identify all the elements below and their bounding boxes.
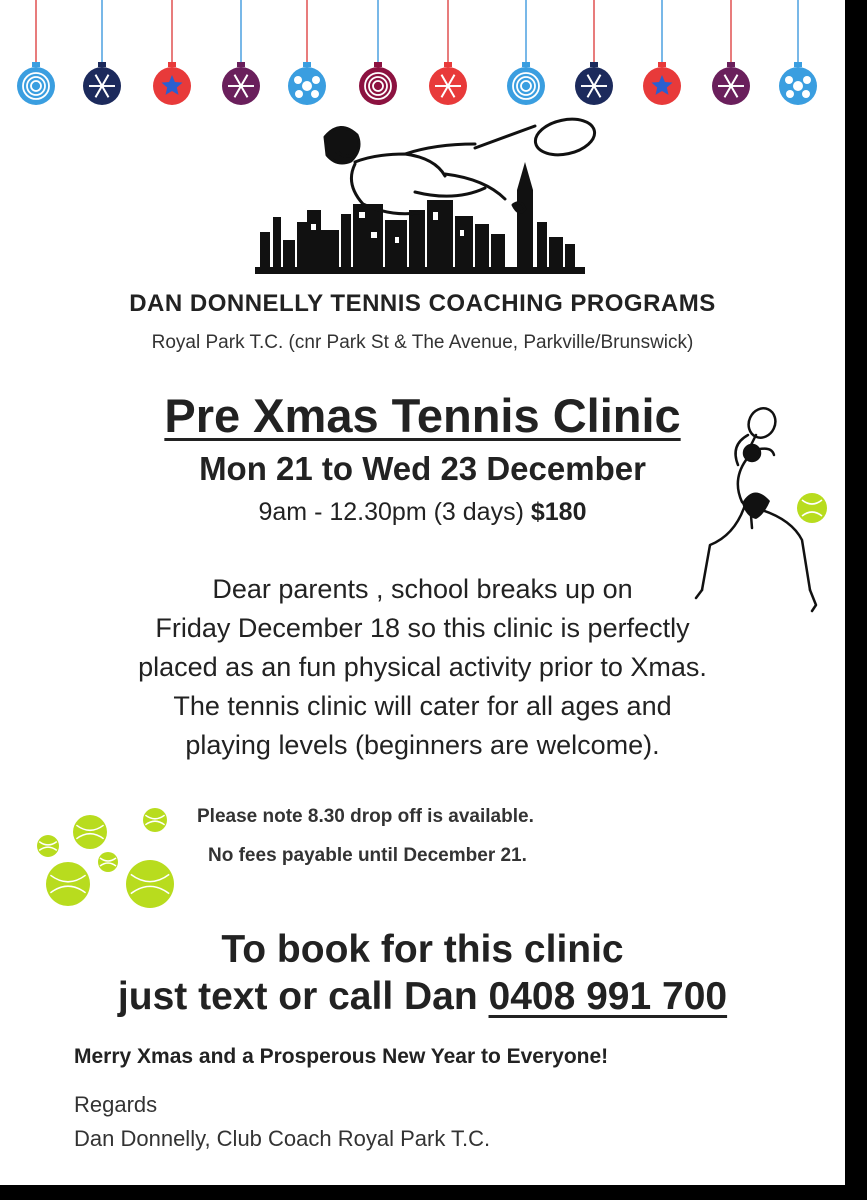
season-greeting: Merry Xmas and a Prosperous New Year to Everyone! [74, 1045, 609, 1068]
booking-line-2 [0, 975, 845, 1019]
snowflake-ornament-icon [83, 0, 121, 105]
tennis-ball-icon [46, 862, 90, 906]
regards-text: Regards [74, 1092, 158, 1117]
swirl-ornament-icon [507, 0, 545, 105]
tennis-ball-icon [126, 860, 174, 908]
swirl-ornament-icon [359, 0, 397, 105]
snowflake-ornament-icon [575, 0, 613, 105]
booking-line-1: To book for this clinic [221, 928, 624, 971]
star-ornament-icon [643, 0, 681, 105]
organization-name: DAN DONNELLY TENNIS COACHING PROGRAMS [129, 290, 716, 317]
snowflake-ornament-icon [712, 0, 750, 105]
clinic-hours: 9am - 12.30pm (3 days) [258, 498, 524, 526]
booking-prefix: just text or call Dan [117, 975, 489, 1018]
christmas-ornaments-row [0, 0, 845, 120]
tennis-skyline-logo-icon [255, 112, 605, 282]
snowflake-ornament-icon [429, 0, 467, 105]
clinic-dates: Mon 21 to Wed 23 December [199, 450, 646, 487]
clinic-title-text: Pre Xmas Tennis Clinic [164, 389, 681, 442]
star-ornament-icon [153, 0, 191, 105]
description-line: playing levels (beginners are welcome). [185, 730, 660, 760]
snowflake-ornament-icon [222, 0, 260, 105]
tennis-balls-icon [30, 800, 190, 920]
clinic-description [0, 570, 845, 765]
phone-number[interactable]: 0408 991 700 [488, 975, 728, 1018]
description-line: Dear parents , school breaks up on [212, 574, 633, 604]
venue-address: Royal Park T.C. (cnr Park St & The Avenue, Parkville/Brunswick) [151, 332, 694, 353]
swirl-ornament-icon [17, 0, 55, 105]
fees-note: No fees payable until December 21. [208, 845, 527, 866]
description-line: The tennis clinic will cater for all ages and [173, 691, 672, 721]
description-line: placed as an fun physical activity prior to Xmas. [138, 652, 707, 682]
tennis-ball-icon [73, 815, 107, 849]
tennis-ball-icon [98, 852, 118, 872]
description-line: Friday December 18 so this clinic is perfectly [155, 613, 690, 643]
signature-name: Dan Donnelly, Club Coach Royal Park T.C. [74, 1126, 491, 1151]
dots-ornament-icon [288, 0, 326, 105]
dropoff-note: Please note 8.30 drop off is available. [197, 806, 534, 827]
tennis-ball-icon [37, 835, 59, 857]
clinic-price: $180 [530, 498, 587, 526]
dots-ornament-icon [779, 0, 817, 105]
tennis-ball-icon [143, 808, 167, 832]
